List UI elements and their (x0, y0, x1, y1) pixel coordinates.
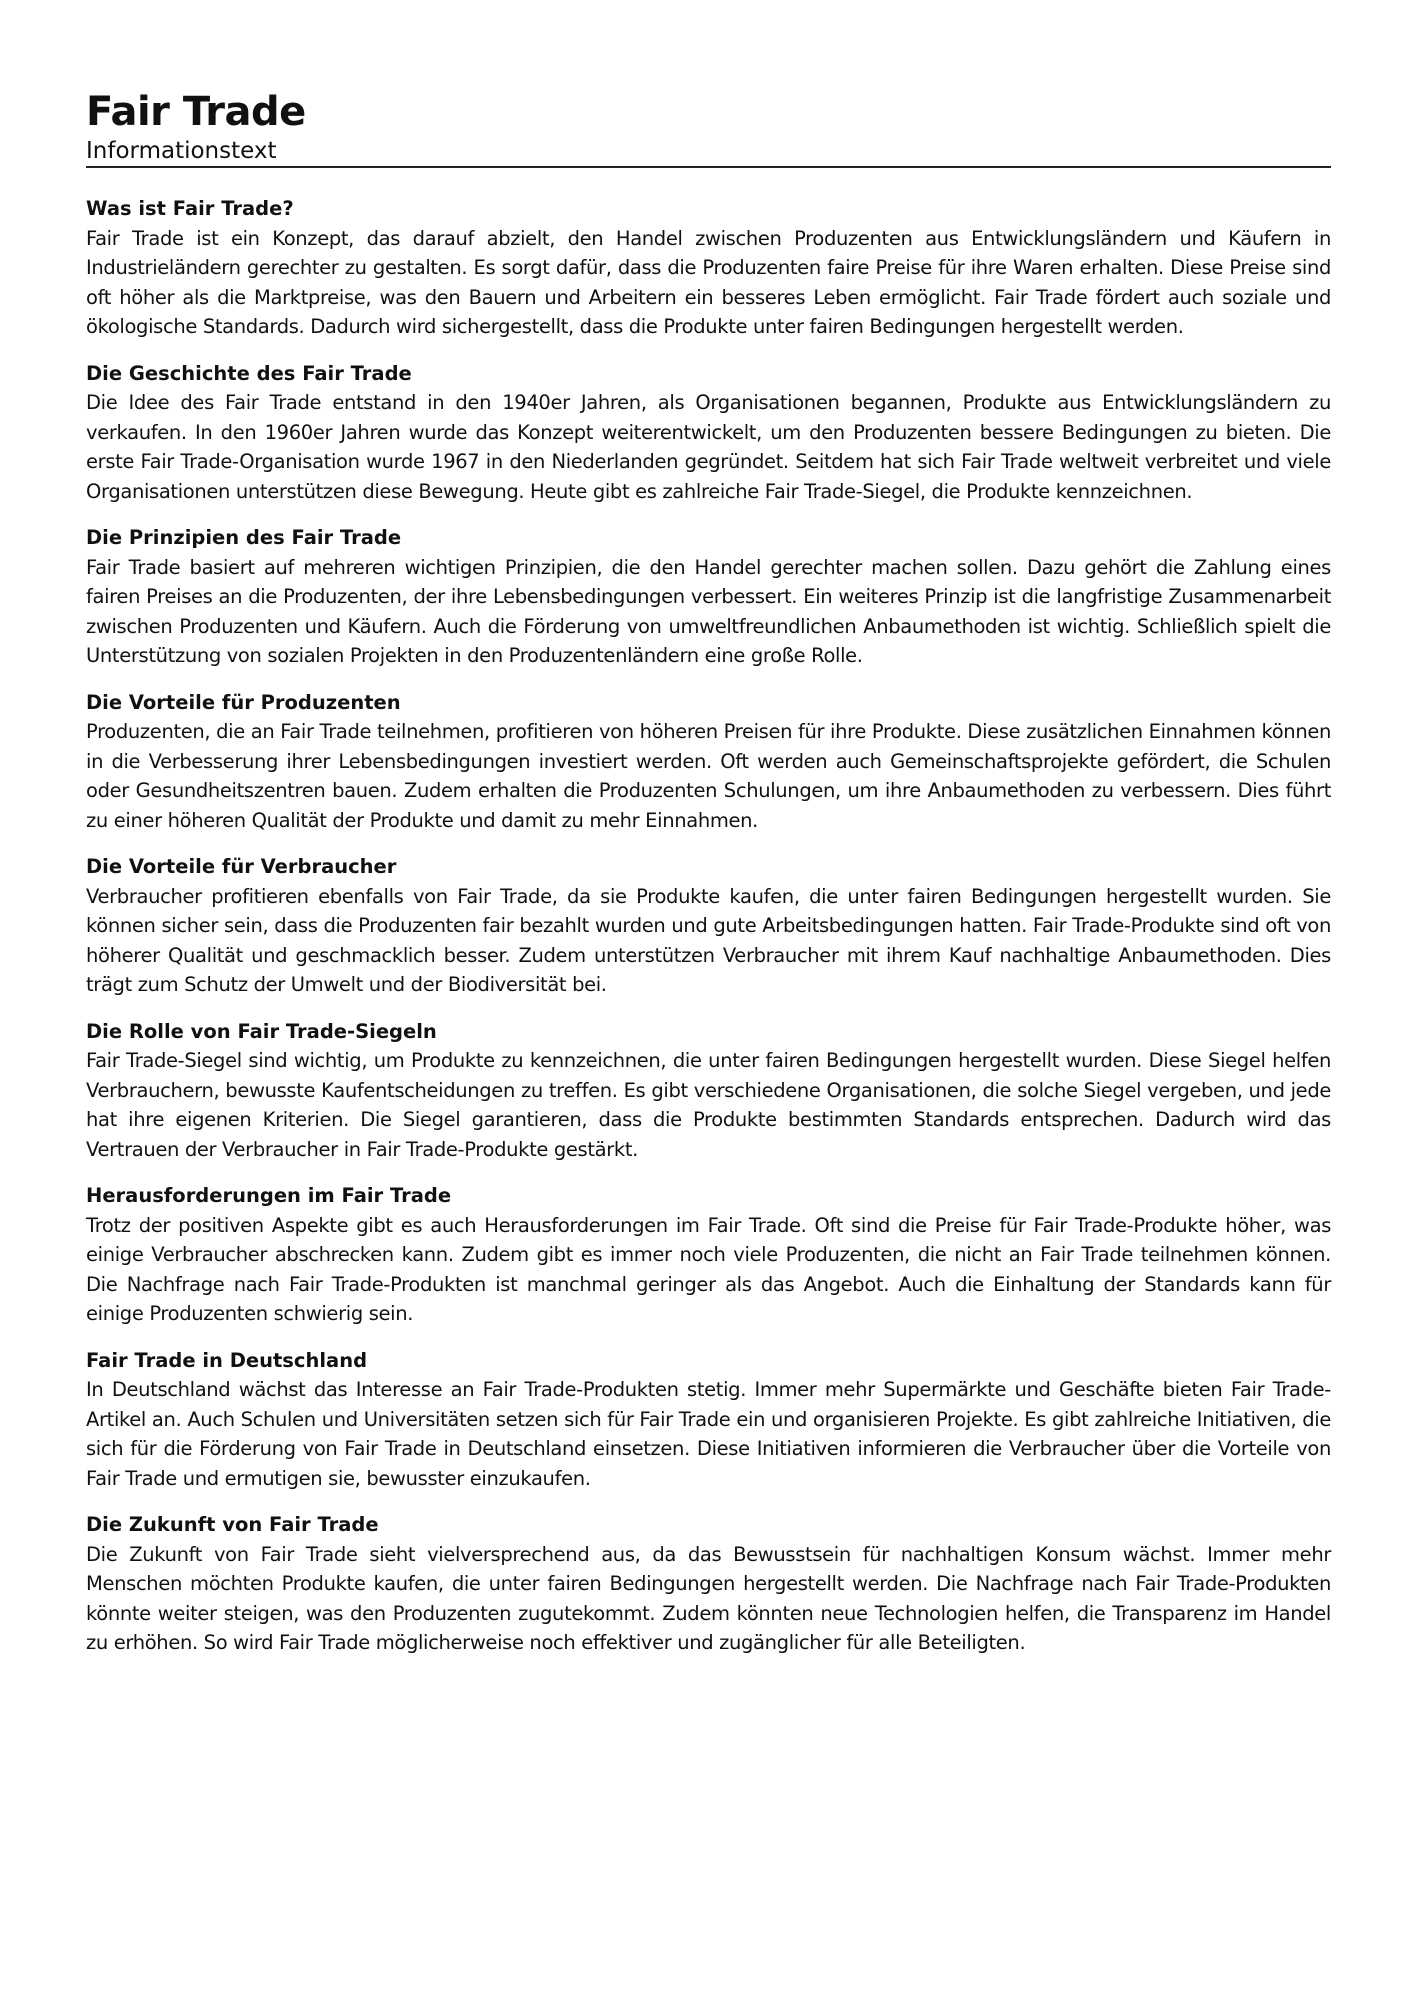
section-heading: Die Geschichte des Fair Trade (86, 361, 412, 385)
section-vorteile-verbraucher (86, 852, 1331, 1000)
section-vorteile-produzenten (86, 688, 1331, 836)
section-text: Die Zukunft von Fair Trade sieht vielversprechend aus, da das Bewusstsein für nachhaltigen Konsum wächst. Immer mehr Menschen möchten Produkte kaufen, die unter fairen Bedingungen hergestellt werden. Die Nachfrage nach Fair Trade-Produkten könnte weiter steigen, was den Produzenten zugutekommt. Zudem könnten neue Technologien helfen, die Transparenz im Handel zu erhöhen. So wird Fair Trade möglicherweise noch effektiver und zugänglicher für alle Beteiligten. (86, 1542, 1331, 1654)
section-text: Trotz der positiven Aspekte gibt es auch Herausforderungen im Fair Trade. Oft sind die Preise für Fair Trade-Produkte höher, was einige Verbraucher abschrecken kann. Zudem gibt es immer noch viele Produzenten, die nicht an Fair Trade teilnehmen können. Die Nachfrage nach Fair Trade-Produkten ist manchmal geringer als das Angebot. Auch die Einhaltung der Standards kann für einige Produzenten schwierig sein. (86, 1213, 1331, 1325)
section-deutschland (86, 1346, 1331, 1494)
section-herausforderungen (86, 1181, 1331, 1329)
section-was-ist-fair-trade (86, 194, 1331, 342)
section-heading: Die Zukunft von Fair Trade (86, 1513, 379, 1536)
section-zukunft (86, 1510, 1331, 1658)
section-prinzipien (86, 523, 1331, 671)
document-page (86, 88, 1331, 1675)
section-heading: Die Vorteile für Produzenten (86, 690, 401, 714)
section-text: Fair Trade ist ein Konzept, das darauf abzielt, den Handel zwischen Produzenten aus Entwicklungsländern und Käufern in Industrieländern gerechter zu gestalten. Es sorgt dafür, dass die Produzenten faire Preise für ihre Waren erhalten. Diese Preise sind oft höher als die Marktpreise, was den Bauern und Arbeitern ein besseres Leben ermöglicht. Fair Trade fördert auch soziale und ökologische Standards. Dadurch wird sichergestellt, dass die Produkte unter fairen Bedingungen hergestellt werden. (86, 226, 1331, 338)
section-heading: Die Prinzipien des Fair Trade (86, 526, 402, 549)
section-text: Fair Trade basiert auf mehreren wichtigen Prinzipien, die den Handel gerechter machen sollen. Dazu gehört die Zahlung eines fairen Preises an die Produzenten, der ihre Lebensbedingungen verbessert. Ein weiteres Prinzip ist die langfristige Zusammenarbeit zwischen Produzenten und Käufern. Auch die Förderung von umweltfreundlichen Anbaumethoden ist wichtig. Schließlich spielt die Unterstützung von sozialen Projekten in den Produzentenländern eine große Rolle. (86, 555, 1331, 667)
section-heading: Fair Trade in Deutschland (86, 1348, 368, 1372)
section-rolle-siegel (86, 1017, 1331, 1165)
section-text: In Deutschland wächst das Interesse an Fair Trade-Produkten stetig. Immer mehr Supermärkte und Geschäfte bieten Fair Trade-Artikel an. Auch Schulen und Universitäten setzen sich für Fair Trade ein und organisieren Projekte. Es gibt zahlreiche Initiativen, die sich für die Förderung von Fair Trade in Deutschland einsetzen. Diese Initiativen informieren die Verbraucher über die Vorteile von Fair Trade und ermutigen sie, bewusster einzukaufen. (86, 1378, 1331, 1490)
section-text: Fair Trade-Siegel sind wichtig, um Produkte zu kennzeichnen, die unter fairen Bedingungen hergestellt wurden. Diese Siegel helfen Verbrauchern, bewusste Kaufentscheidungen zu treffen. Es gibt verschiedene Organisationen, die solche Siegel vergeben, und jede hat ihre eigenen Kriterien. Die Siegel garantieren, dass die Produkte bestimmten Standards entsprechen. Dadurch wird das Vertrauen der Verbraucher in Fair Trade-Produkte gestärkt. (86, 1049, 1331, 1161)
section-geschichte (86, 359, 1331, 507)
section-list (86, 194, 1331, 1658)
section-heading: Herausforderungen im Fair Trade (86, 1184, 452, 1207)
document-subtitle: Informationstext (86, 136, 1331, 168)
section-heading: Was ist Fair Trade? (86, 197, 294, 220)
document-title: Fair Trade (86, 89, 306, 135)
section-text: Verbraucher profitieren ebenfalls von Fair Trade, da sie Produkte kaufen, die unter fairen Bedingungen hergestellt wurden. Sie können sicher sein, dass die Produzenten fair bezahlt wurden und gute Arbeitsbedingungen hatten. Fair Trade-Produkte sind oft von höherer Qualität und geschmacklich besser. Zudem unterstützen Verbraucher mit ihrem Kauf nachhaltige Anbaumethoden. Dies trägt zum Schutz der Umwelt und der Biodiversität bei. (86, 884, 1331, 996)
section-heading: Die Vorteile für Verbraucher (86, 855, 397, 878)
section-text: Produzenten, die an Fair Trade teilnehmen, profitieren von höheren Preisen für ihre Produkte. Diese zusätzlichen Einnahmen können in die Verbesserung ihrer Lebensbedingungen investiert werden. Oft werden auch Gemeinschaftsprojekte gefördert, die Schulen oder Gesundheitszentren bauen. Zudem erhalten die Produzenten Schulungen, um ihre Anbaumethoden zu verbessern. Dies führt zu einer höheren Qualität der Produkte und damit zu mehr Einnahmen. (86, 720, 1331, 832)
section-heading: Die Rolle von Fair Trade-Siegeln (86, 1019, 437, 1043)
section-text: Die Idee des Fair Trade entstand in den 1940er Jahren, als Organisationen begannen, Produkte aus Entwicklungsländern zu verkaufen. In den 1960er Jahren wurde das Konzept weiterentwickelt, um den Produzenten bessere Bedingungen zu bieten. Die erste Fair Trade-Organisation wurde 1967 in den Niederlanden gegründet. Seitdem hat sich Fair Trade weltweit verbreitet und viele Organisationen unterstützen diese Bewegung. Heute gibt es zahlreiche Fair Trade-Siegel, die Produkte kennzeichnen. (86, 391, 1331, 503)
